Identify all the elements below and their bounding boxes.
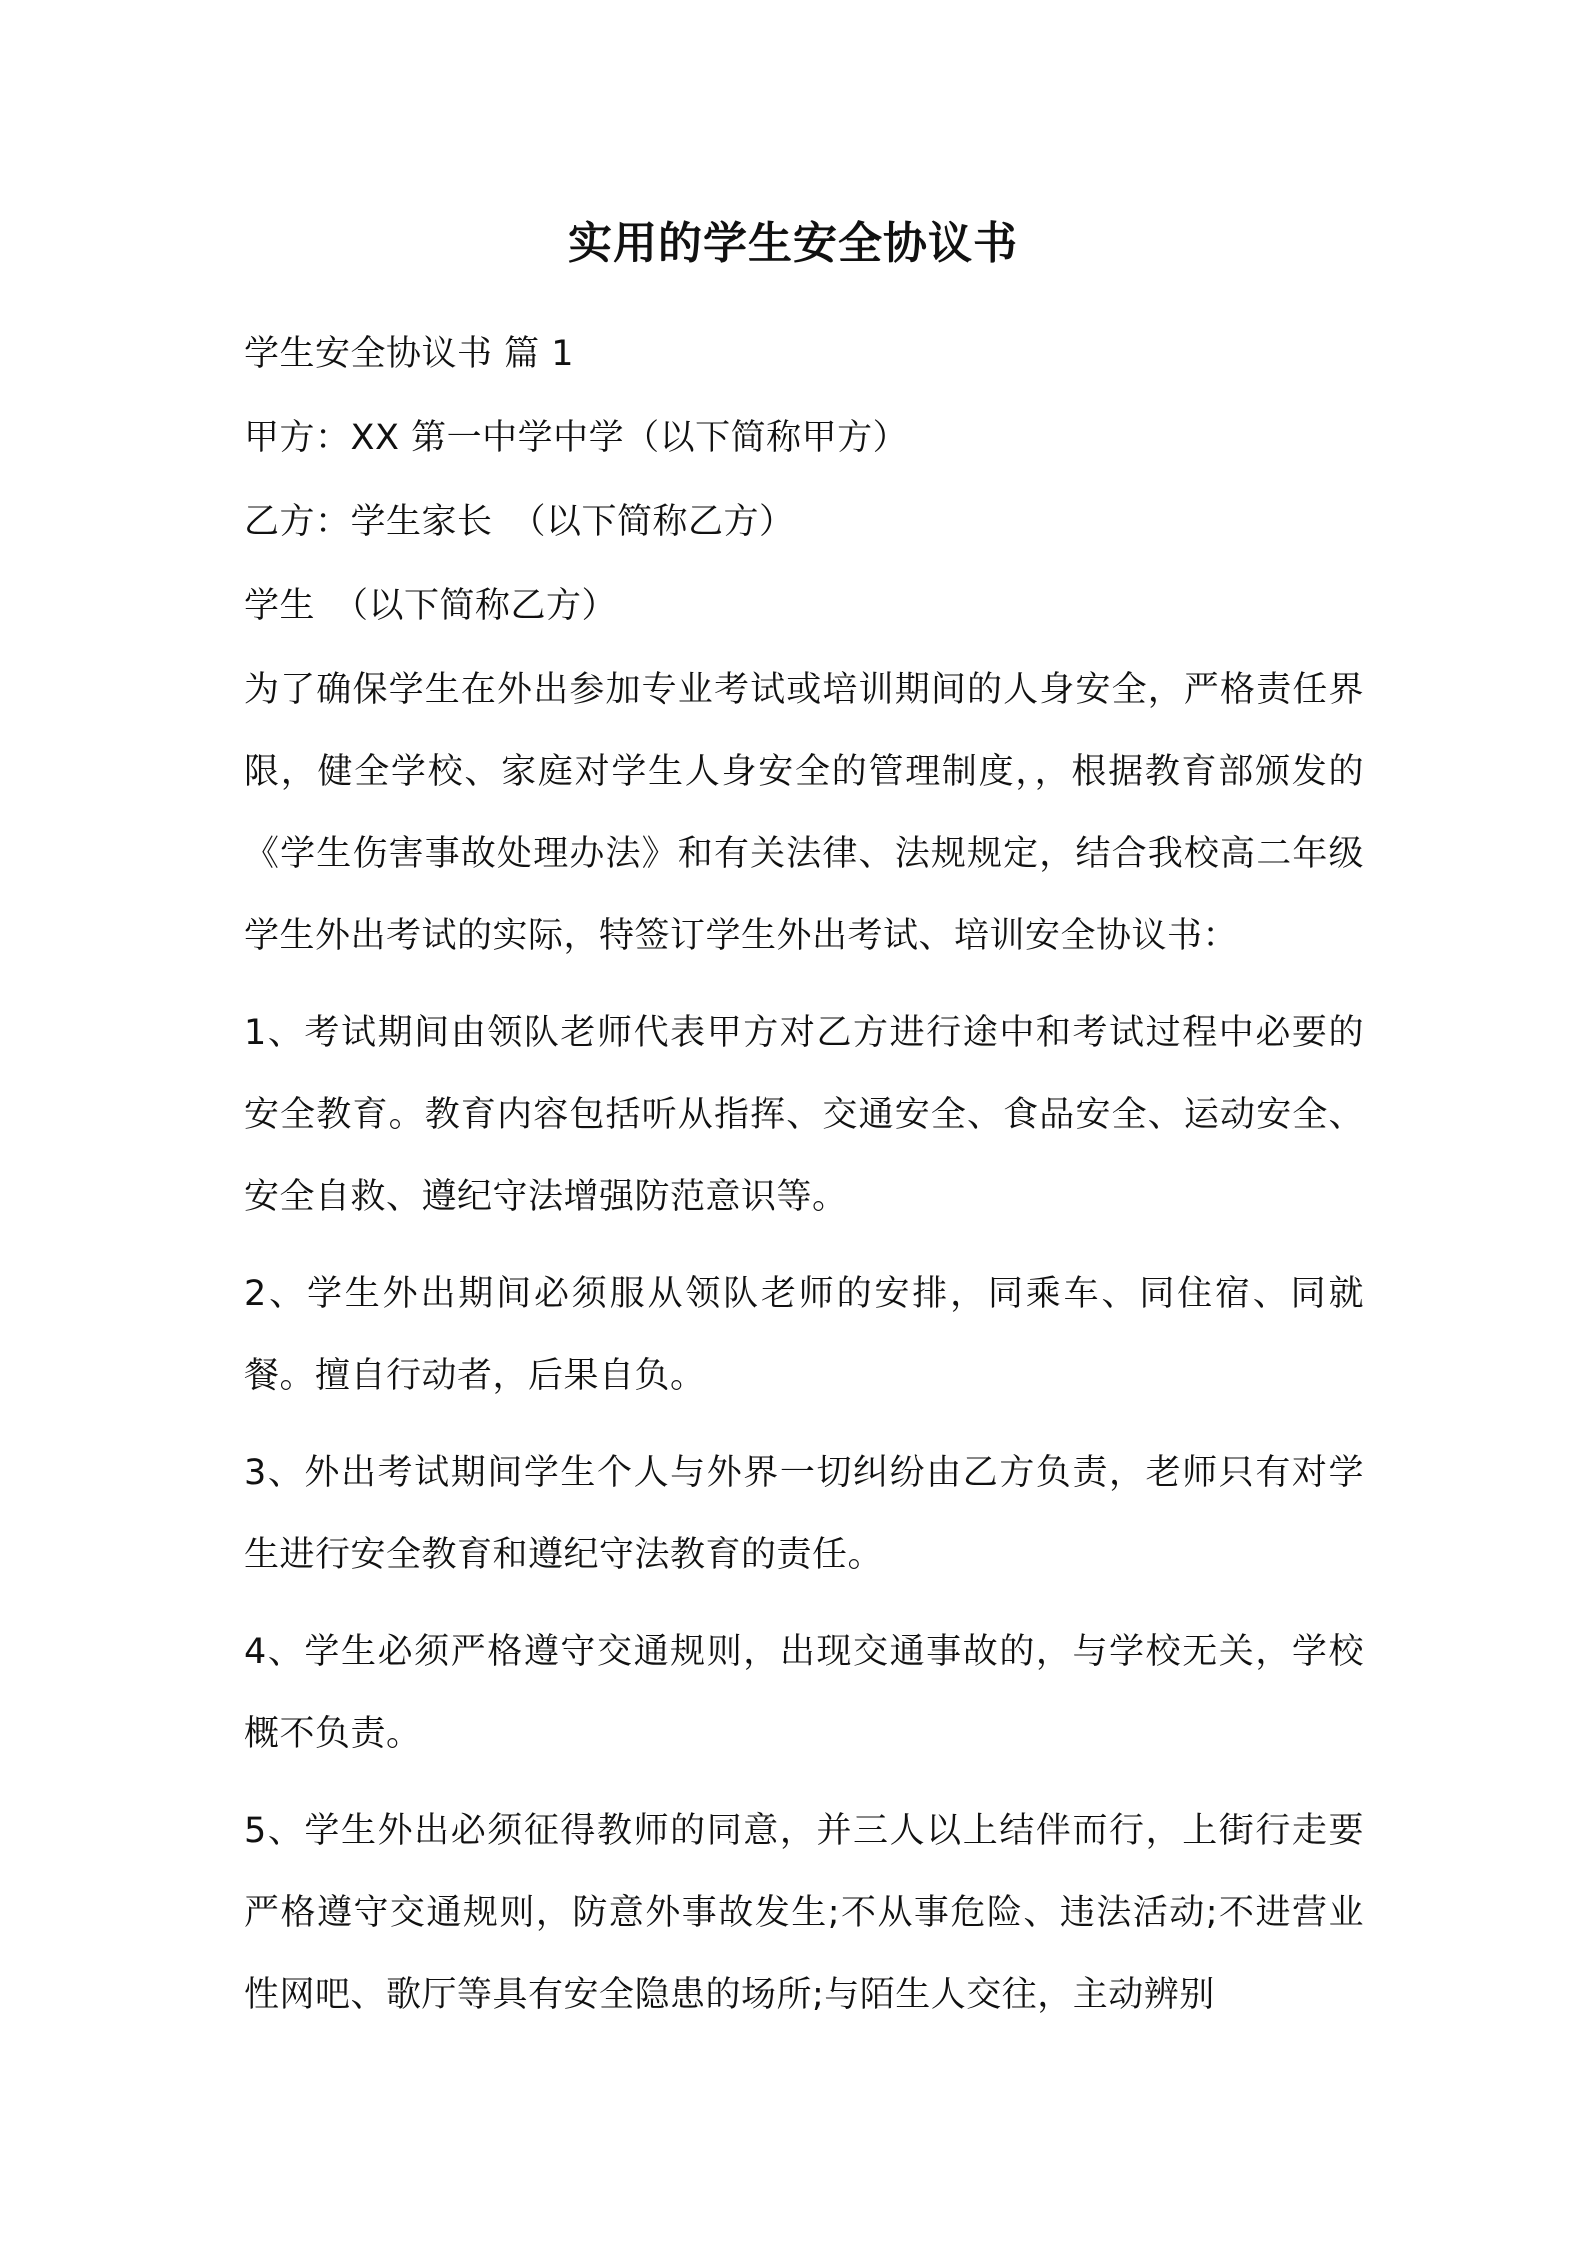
party-b-line: 乙方：学生家长 （以下简称乙方） <box>244 502 795 542</box>
document-title: 实用的学生安全协议书 <box>568 218 1018 269</box>
party-a-line: 甲方：XX 第一中学中学（以下简称甲方） <box>244 418 909 458</box>
section-heading: 学生安全协议书 篇 1 <box>244 334 575 374</box>
clause-5: 5、学生外出必须征得教师的同意，并三人以上结伴而行，上街行走要严格遵守交通规则，防意外事故发生;不从事危险、违法活动;不进营业性网吧、歌厅等具有安全隐患的场所;与陌生人交往，主动辨别 <box>244 1811 1364 2015</box>
student-line: 学生 （以下简称乙方） <box>244 586 618 626</box>
intro-paragraph: 为了确保学生在外出参加专业考试或培训期间的人身安全，严格责任界限，健全学校、家庭对学生人身安全的管理制度，，根据教育部颁发的《学生伤害事故处理办法》和有关法律、法规规定，结合我校高二年级学生外出考试的实际，特签订学生外出考试、培训安全协议书： <box>244 670 1364 956</box>
document-body <box>244 326 1364 2064</box>
clause-2: 2、学生外出期间必须服从领队老师的安排，同乘车、同住宿、同就餐。擅自行动者，后果自负。 <box>244 1274 1364 1396</box>
clause-3: 3、外出考试期间学生个人与外界一切纠纷由乙方负责，老师只有对学生进行安全教育和遵纪守法教育的责任。 <box>244 1453 1364 1575</box>
clause-1: 1、考试期间由领队老师代表甲方对乙方进行途中和考试过程中必要的安全教育。教育内容包括听从指挥、交通安全、食品安全、运动安全、安全自救、遵纪守法增强防范意识等。 <box>244 1013 1364 1217</box>
clause-4: 4、学生必须严格遵守交通规则，出现交通事故的，与学校无关，学校概不负责。 <box>244 1632 1364 1754</box>
